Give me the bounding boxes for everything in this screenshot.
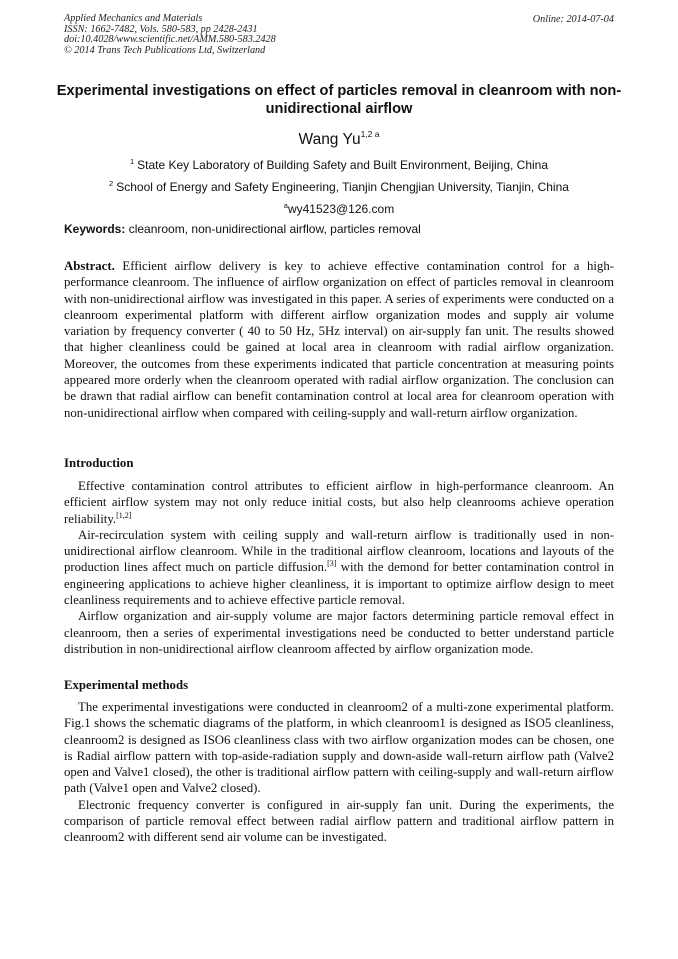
- affiliation-1: [0, 157, 678, 172]
- paper-title: Experimental investigations on effect of particles removal in cleanroom with non-unidirectional airflow: [56, 83, 622, 117]
- email-text: wy41523@126.com: [287, 202, 395, 216]
- author-line: [0, 129, 678, 149]
- affiliation-1-number: 1: [129, 157, 135, 166]
- doi-line: doi:10.4028/www.scientific.net/AMM.580-583.2428: [64, 34, 276, 46]
- affiliation-1-text: State Key Laboratory of Building Safety and Built Environment, Beijing, China: [137, 158, 549, 172]
- author-name: Wang Yu: [298, 131, 361, 148]
- intro-p2a-text: Air-recirculation system with ceiling supply and wall-return airflow is traditionally used in non-unidirectional airflow cleanroom. While in the traditional airflow cleanroom, locations and layouts of the production lines affect much on particle diffusion.: [64, 527, 614, 575]
- intro-paragraph-2: [64, 527, 614, 608]
- affiliation-2-text: School of Energy and Safety Engineering, Tianjin Chengjian University, Tianjin, China: [116, 180, 569, 194]
- intro-p2b-text: with the demond for better contamination control in engineering applications to achieve higher cleanliness, it is important to optimize airflow design to meet cleanliness requirements and to achieve effective particle removal.: [64, 560, 614, 608]
- citation-ref: [3]: [327, 559, 337, 569]
- methods-body: [64, 699, 614, 846]
- introduction-body: [64, 478, 614, 657]
- copyright-line: © 2014 Trans Tech Publications Ltd, Switzerland: [64, 44, 266, 56]
- methods-heading: Experimental methods: [64, 678, 189, 692]
- abstract: [64, 258, 614, 421]
- affiliation-2: [0, 179, 678, 194]
- citation-ref: [1,2]: [116, 510, 132, 520]
- methods-paragraph-2: Electronic frequency converter is configured in air-supply fan unit. During the experiments, the comparison of particle removal effect between radial airflow pattern and traditional airflow pattern in cleanroom2 with different send air volume can be investigated.: [64, 797, 614, 845]
- keywords-text: cleanroom, non-unidirectional airflow, particles removal: [128, 222, 421, 236]
- journal-header: [64, 14, 276, 56]
- author-email: [0, 201, 678, 216]
- abstract-text: Efficient airflow delivery is key to achieve effective contamination control for a high-performance cleanroom. The influence of airflow organization on effect of particles removal in cleanroom with non-unidirectional airflow was investigated in this paper. A series of experiments were conducted on a cleanroom experimental platform with different airflow organization modes and supply air volume variation by frequency converter ( 40 to 50 Hz, 5Hz interval) on air-supply fan unit. The results showed that higher cleanliness could be gained at local area in cleanroom with radial airflow organization. Moreover, the outcomes from these experiments indicated that particle concentration at measuring points appeared more orderly when the cleanroom operated with radial airflow organization. The conclusion can be drawn that radial airflow can benefit contamination control at local area for cleanroom operation with non-unidirectional airflow when compared with ceiling-supply and wall-return airflow organization.: [64, 259, 615, 420]
- affiliation-2-number: 2: [109, 179, 114, 188]
- intro-paragraph-1: [64, 478, 614, 527]
- keywords-label: Keywords:: [64, 222, 126, 236]
- online-date: Online: 2014-07-04: [532, 14, 614, 25]
- journal-name: Applied Mechanics and Materials: [64, 13, 203, 24]
- abstract-label: Abstract.: [64, 259, 115, 273]
- introduction-heading: Introduction: [64, 456, 134, 470]
- issn-line: ISSN: 1662-7482, Vols. 580-583, pp 2428-2431: [64, 23, 258, 35]
- intro-p1-text: Effective contamination control attributes to efficient airflow in high-performance cleanroom. An efficient airflow system may not only reduce initial costs, but also help cleanrooms achieve operation reliability.: [64, 479, 614, 526]
- author-superscript: 1,2 a: [360, 129, 380, 139]
- intro-paragraph-3: Airflow organization and air-supply volume are major factors determining particle removal effect in cleanroom, then a series of experimental investigations need be conducted to better understand particle distribution in non-unidirectional airflow cleanroom affected by airflow organization mode.: [64, 609, 614, 656]
- keywords: [64, 222, 421, 236]
- email-superscript: a: [283, 201, 288, 210]
- methods-paragraph-1: The experimental investigations were conducted in cleanroom2 of a multi-zone experimental platform. Fig.1 shows the schematic diagrams of the platform, in which cleanroom1 is designed as ISO5 cleanliness, cleanroom2 is designed as ISO6 cleanliness class with two airflow organization modes can be chosen, one is Radial airflow pattern with top-aside-radiation supply and down-aside wall-return airflow path (Valve2 open and Valve1 closed), the other is traditional airflow pattern with ceiling-supply and wall-return airflow path (Valve1 open and Valve2 closed).: [64, 700, 614, 796]
